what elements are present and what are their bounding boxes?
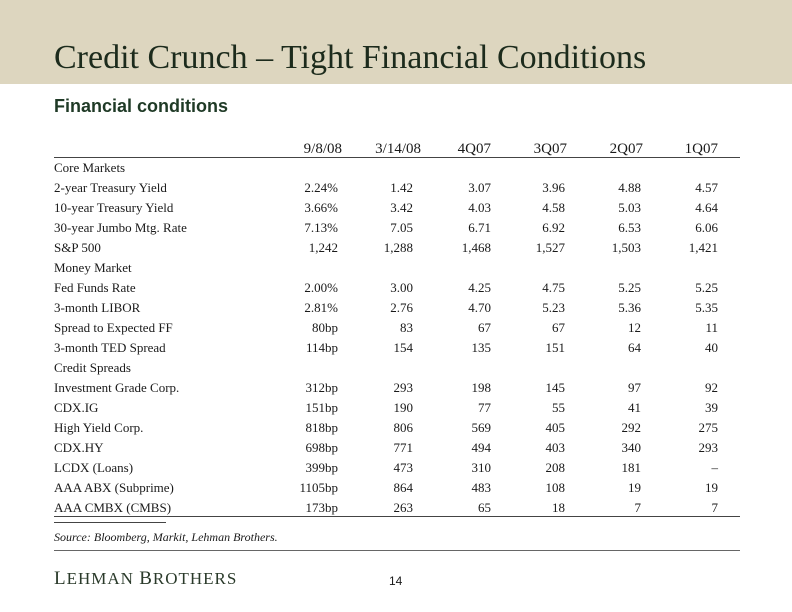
table-cell: 403: [545, 440, 565, 455]
table-cell: 151bp: [305, 400, 338, 415]
table-cell: 263: [393, 500, 413, 515]
table-cell: 3.66%: [304, 200, 338, 215]
table-row: [0, 278, 792, 298]
table-cell: 4.25: [468, 280, 491, 295]
table-cell: 2.00%: [304, 280, 338, 295]
source-note: Source: Bloomberg, Markit, Lehman Brothers.: [54, 530, 278, 544]
table-cell: 55: [552, 400, 565, 415]
table-cell: 19: [628, 480, 641, 495]
table-cell: 494: [471, 440, 491, 455]
table-cell: 145: [545, 380, 565, 395]
table-cell: 293: [393, 380, 413, 395]
table-cell: 1,421: [688, 240, 718, 255]
column-header: 3Q07: [533, 141, 567, 157]
table-cell: 173bp: [305, 500, 338, 515]
table-cell: 4.58: [542, 200, 565, 215]
table-cell: 208: [545, 460, 565, 475]
table-cell: 114bp: [305, 340, 338, 355]
table-cell: 1105bp: [299, 480, 338, 495]
table-cell: 11: [705, 320, 718, 335]
table-cell: 67: [478, 320, 491, 335]
table-cell: 181: [621, 460, 641, 475]
table-cell: 151: [545, 340, 565, 355]
table-cell: 198: [471, 380, 491, 395]
table-cell: 1.42: [390, 180, 413, 195]
table-cell: 4.03: [468, 200, 491, 215]
slide-subtitle: Financial conditions: [54, 96, 229, 116]
table-cell: 473: [393, 460, 413, 475]
page-number: 14: [389, 574, 403, 588]
table-cell: 771: [393, 440, 413, 455]
table-cell: 12: [628, 320, 641, 335]
table-cell: 5.03: [618, 200, 641, 215]
table-cell: 135: [471, 340, 491, 355]
table-cell: 97: [628, 380, 641, 395]
table-cell: 292: [621, 420, 641, 435]
row-label: Spread to Expected FF: [54, 320, 173, 335]
table-section-header: [0, 158, 792, 178]
table-cell: 818bp: [305, 420, 338, 435]
table-row: [0, 178, 792, 198]
table-cell: 340: [621, 440, 641, 455]
column-header: 9/8/08: [303, 141, 342, 157]
column-header: 2Q07: [609, 141, 643, 157]
table-cell: 92: [705, 380, 718, 395]
footer-rule: [54, 550, 740, 551]
row-label: Fed Funds Rate: [54, 280, 136, 295]
table-cell: 64: [628, 340, 641, 355]
table-row: [0, 438, 792, 458]
table-cell: 310: [471, 460, 491, 475]
table-bottom-rule: [54, 516, 740, 517]
table-cell: 5.23: [542, 300, 565, 315]
table-cell: 806: [393, 420, 413, 435]
row-label: 3-month LIBOR: [54, 300, 141, 315]
table-cell: 154: [393, 340, 413, 355]
table-cell: 40: [705, 340, 718, 355]
table-cell: 6.92: [542, 220, 565, 235]
table-cell: 6.53: [618, 220, 641, 235]
table-cell: 5.35: [695, 300, 718, 315]
table-cell: 3.96: [542, 180, 565, 195]
table-row: [0, 498, 792, 518]
row-label: Investment Grade Corp.: [54, 380, 180, 395]
table-row: [0, 418, 792, 438]
table-cell: 293: [698, 440, 718, 455]
table-cell: 4.88: [618, 180, 641, 195]
row-label: 3-month TED Spread: [54, 340, 166, 355]
table-cell: 3.00: [390, 280, 413, 295]
row-label: High Yield Corp.: [54, 420, 144, 435]
table-cell: 7: [634, 500, 641, 515]
table-cell: 1,503: [611, 240, 641, 255]
table-cell: 312bp: [305, 380, 338, 395]
table-cell: 4.57: [695, 180, 718, 195]
table-row: [0, 318, 792, 338]
row-label: CDX.IG: [54, 400, 99, 415]
table-cell: 6.06: [695, 220, 718, 235]
row-label: AAA CMBX (CMBS): [54, 500, 172, 515]
row-label: AAA ABX (Subprime): [54, 480, 174, 495]
table-cell: 19: [705, 480, 718, 495]
table-cell: 18: [552, 500, 565, 515]
row-label: CDX.HY: [54, 440, 104, 455]
slide-title: Credit Crunch – Tight Financial Conditions: [54, 39, 647, 76]
table-cell: 83: [400, 320, 413, 335]
column-header: 1Q07: [684, 141, 718, 157]
table-cell: 7: [711, 500, 718, 515]
table-cell: –: [711, 460, 718, 475]
table-section-header: [0, 358, 792, 378]
table-cell: 1,527: [535, 240, 565, 255]
table-cell: 483: [471, 480, 491, 495]
table-cell: 864: [393, 480, 413, 495]
table-row: [0, 238, 792, 258]
table-cell: 77: [478, 400, 491, 415]
row-label: Money Market: [54, 260, 132, 275]
table-cell: 80bp: [312, 320, 338, 335]
row-label: 30-year Jumbo Mtg. Rate: [54, 220, 187, 235]
table-row: [0, 478, 792, 498]
row-label: LCDX (Loans): [54, 460, 134, 475]
row-label: S&P 500: [54, 240, 101, 255]
table-cell: 67: [552, 320, 565, 335]
row-label: 10-year Treasury Yield: [54, 200, 174, 215]
row-label: Core Markets: [54, 160, 126, 175]
table-row: [0, 398, 792, 418]
row-label: Credit Spreads: [54, 360, 131, 375]
table-cell: 698bp: [305, 440, 338, 455]
table-row: [0, 338, 792, 358]
column-header: 4Q07: [457, 141, 491, 157]
table-cell: 2.24%: [304, 180, 338, 195]
table-row: [0, 458, 792, 478]
table-cell: 3.07: [468, 180, 491, 195]
table-cell: 190: [393, 400, 413, 415]
table-section-header: [0, 258, 792, 278]
table-cell: 399bp: [305, 460, 338, 475]
table-cell: 4.64: [695, 200, 718, 215]
table-cell: 1,288: [383, 240, 413, 255]
table-cell: 39: [705, 400, 718, 415]
table-cell: 405: [545, 420, 565, 435]
table-cell: 108: [545, 480, 565, 495]
table-cell: 1,468: [461, 240, 491, 255]
table-cell: 4.70: [468, 300, 491, 315]
column-header: 3/14/08: [375, 141, 421, 157]
table-cell: 65: [478, 500, 491, 515]
table-cell: 2.76: [390, 300, 413, 315]
table-cell: 41: [628, 400, 641, 415]
table-row: [0, 378, 792, 398]
table-cell: 1,242: [308, 240, 338, 255]
table-row: [0, 298, 792, 318]
table-cell: 5.25: [695, 280, 718, 295]
table-cell: 7.13%: [304, 220, 338, 235]
table-cell: 275: [698, 420, 718, 435]
source-rule: [54, 522, 166, 523]
table-row: [0, 218, 792, 238]
lehman-brothers-logo: LEHMAN BROTHERS: [54, 568, 238, 589]
table-cell: 2.81%: [304, 300, 338, 315]
table-cell: 4.75: [542, 280, 565, 295]
table-cell: 569: [471, 420, 491, 435]
row-label: 2-year Treasury Yield: [54, 180, 167, 195]
table-cell: 7.05: [390, 220, 413, 235]
table-cell: 3.42: [390, 200, 413, 215]
table-cell: 6.71: [468, 220, 491, 235]
table-cell: 5.36: [618, 300, 641, 315]
table-row: [0, 198, 792, 218]
table-cell: 5.25: [618, 280, 641, 295]
